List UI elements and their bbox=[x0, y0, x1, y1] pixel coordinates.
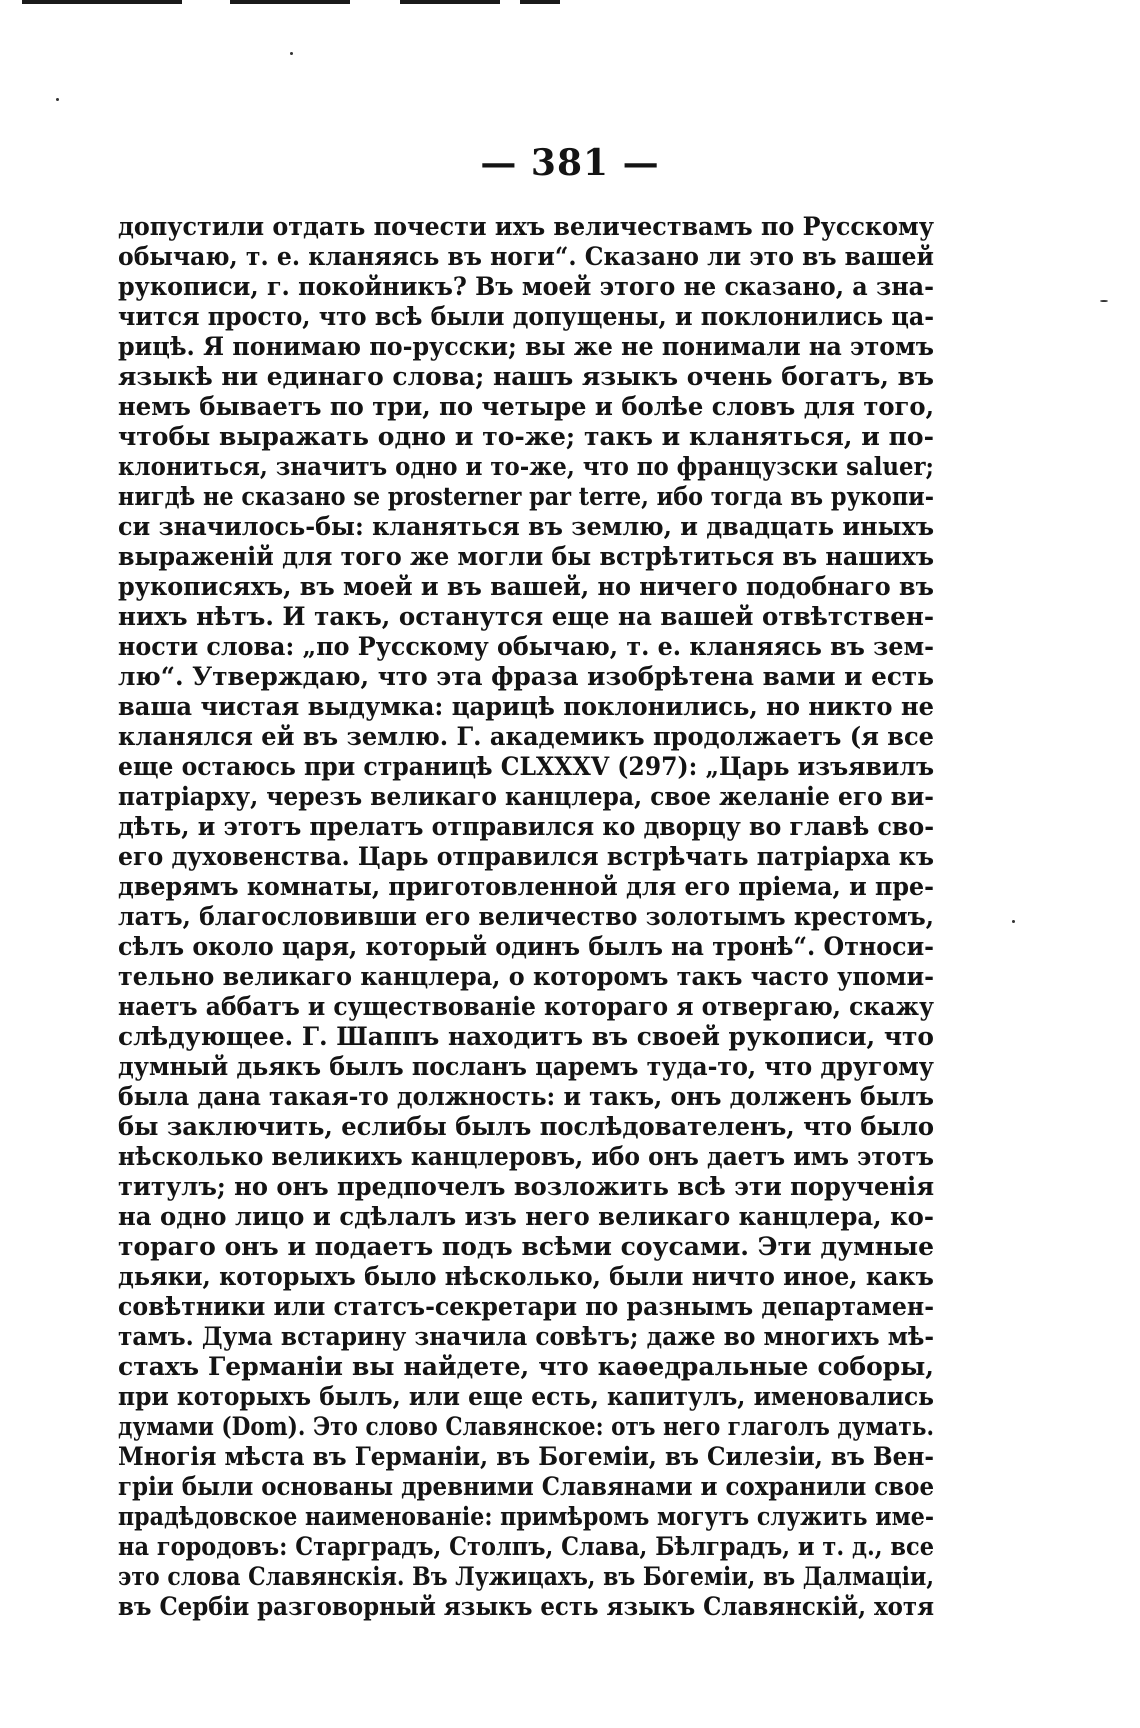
scan-speck bbox=[1012, 920, 1015, 923]
text-line: нигдѣ не сказано se prosterner par terre, ибо тогда въ рукопи- bbox=[118, 482, 935, 511]
text-line: Многія мѣста въ Германіи, въ Богеміи, въ Силезіи, въ Вен- bbox=[118, 1442, 935, 1471]
text-line: дьяки, которыхъ было нѣсколько, были ничто иное, какъ bbox=[118, 1262, 934, 1291]
text-line: прадѣдовское наименованіе: примѣромъ могутъ служить име- bbox=[118, 1502, 935, 1531]
text-line: ности слова: „по Русскому обычаю, т. е. кланяясь въ зем- bbox=[118, 632, 935, 661]
text-line: рицѣ. Я понимаю по-русски; вы же не понимали на этомъ bbox=[118, 332, 934, 361]
text-line: обычаю, т. е. кланяясь въ ноги“. Сказано ли это въ вашей bbox=[118, 242, 934, 271]
text-line: тораго онъ и подаетъ подъ всѣми соусами. Эти думные bbox=[118, 1232, 934, 1261]
page-number: — 381 — bbox=[480, 142, 660, 184]
top-rule-fragment bbox=[400, 0, 500, 4]
text-line: кланялся ей въ землю. Г. академикъ продолжаетъ (я все bbox=[118, 722, 935, 751]
scan-speck bbox=[290, 52, 293, 55]
text-line: рукописяхъ, въ моей и въ вашей, но ничего подобнаго въ bbox=[118, 572, 934, 601]
body-text bbox=[118, 212, 934, 1622]
top-rule-fragment bbox=[520, 0, 560, 4]
text-line: латъ, благословивши его величество золотымъ крестомъ, bbox=[118, 902, 934, 931]
text-line: слѣдующее. Г. Шаппъ находитъ въ своей рукописи, что bbox=[118, 1022, 934, 1051]
text-line: его духовенства. Царь отправился встрѣчать патріарха къ bbox=[118, 842, 934, 871]
text-line: патріарху, черезъ великаго канцлера, свое желаніе его ви- bbox=[118, 782, 934, 811]
text-line: въ Сербіи разговорный языкъ есть языкъ Славянскій, хотя bbox=[118, 1592, 935, 1621]
text-line: совѣтники или статсъ-секретари по разнымъ департамен- bbox=[118, 1292, 935, 1321]
text-line: стахъ Германіи вы найдете, что каѳедральные соборы, bbox=[118, 1352, 934, 1381]
text-line: ваша чистая выдумка: царицѣ поклонились, но никто не bbox=[118, 692, 935, 721]
text-line: была дана такая-то должность: и такъ, онъ долженъ былъ bbox=[118, 1082, 934, 1111]
text-line: допустили отдать почести ихъ величествамъ по Русскому bbox=[118, 212, 934, 241]
text-line: наетъ аббатъ и существованіе котораго я отвергаю, скажу bbox=[118, 992, 935, 1021]
text-line: дверямъ комнаты, приготовленной для его пріема, и пре- bbox=[118, 872, 935, 901]
text-line: лю“. Утверждаю, что эта фраза изобрѣтена вами и есть bbox=[118, 662, 934, 691]
text-line: чится просто, что всѣ были допущены, и поклонились ца- bbox=[118, 302, 935, 331]
text-line: немъ бываетъ по три, по четыре и болѣе словъ для того, bbox=[118, 392, 935, 421]
text-line: еще остаюсь при страницѣ CLXXXV (297): „Царь изъявилъ bbox=[118, 752, 935, 781]
text-line: на городовъ: Старградъ, Столпъ, Слава, Бѣлградъ, и т. д., все bbox=[118, 1532, 935, 1561]
text-line: си значилось-бы: кланяться въ землю, и двадцать иныхъ bbox=[118, 512, 934, 541]
text-line: тельно великаго канцлера, о которомъ такъ часто упоми- bbox=[118, 962, 935, 991]
text-line: титулъ; но онъ предпочелъ возложить всѣ эти порученія bbox=[118, 1172, 935, 1201]
text-line: выраженій для того же могли бы встрѣтиться въ нашихъ bbox=[118, 542, 934, 571]
text-line: гріи были основаны древними Славянами и сохранили свое bbox=[118, 1472, 935, 1501]
text-line: думами (Dom). Это слово Славянское: отъ него глаголъ думать. bbox=[118, 1412, 934, 1441]
scan-speck bbox=[56, 98, 59, 101]
text-line: думный дьякъ былъ посланъ царемъ туда-то, что другому bbox=[118, 1052, 934, 1081]
text-line: бы заключить, еслибы былъ послѣдователенъ, что было bbox=[118, 1112, 935, 1141]
text-line: языкѣ ни единаго слова; нашъ языкъ очень богатъ, въ bbox=[118, 362, 935, 391]
text-line: чтобы выражать одно и то-же; такъ и кланяться, и по- bbox=[118, 422, 934, 451]
text-line: рукописи, г. покойникъ? Въ моей этого не сказано, а зна- bbox=[118, 272, 935, 301]
text-line: на одно лицо и сдѣлалъ изъ него великаго канцлера, ко- bbox=[118, 1202, 934, 1231]
text-line: тамъ. Дума встарину значила совѣтъ; даже во многихъ мѣ- bbox=[118, 1322, 934, 1351]
top-rule-fragment bbox=[22, 0, 182, 4]
top-rule-fragment bbox=[230, 0, 350, 4]
text-line: это слова Славянскія. Въ Лужицахъ, въ Богеміи, въ Далмаціи, bbox=[118, 1562, 934, 1591]
text-line: нихъ нѣтъ. И такъ, останутся еще на вашей отвѣтствен- bbox=[118, 602, 935, 631]
text-line: дѣть, и этотъ прелатъ отправился ко дворцу во главѣ сво- bbox=[118, 812, 935, 841]
text-line: сѣлъ около царя, который одинъ былъ на тронѣ“. Относи- bbox=[118, 932, 935, 961]
text-line: клониться, значитъ одно и то-же, что по французски saluer; bbox=[118, 452, 934, 481]
text-line: при которыхъ былъ, или еще есть, капитулъ, именовались bbox=[118, 1382, 935, 1411]
text-line: нѣсколько великихъ канцлеровъ, ибо онъ даетъ имъ этотъ bbox=[118, 1142, 934, 1171]
scan-speck bbox=[1100, 300, 1108, 302]
